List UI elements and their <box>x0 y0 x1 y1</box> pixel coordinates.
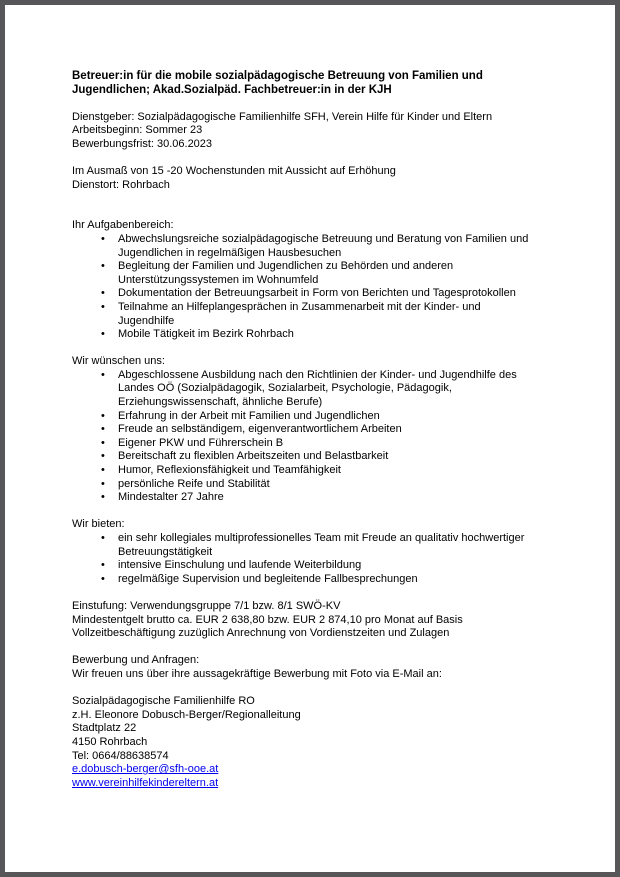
list-item: • Teilnahme an Hilfeplangesprächen in Zusammenarbeit mit der Kinder- und Jugendhilfe <box>72 301 535 328</box>
list-item: • Abwechslungsreiche sozialpädagogische Betreuung und Beratung von Familien und Jugendlichen in regelmäßigen Hausbesuchen <box>72 233 535 260</box>
vollzeit-line: Vollzeitbeschäftigung zuzüglich Anrechnung von Vordienstzeiten und Zulagen <box>72 627 450 640</box>
section-heading-aufgaben: Ihr Aufgabenbereich: <box>72 219 174 232</box>
contact-city: 4150 Rohrbach <box>72 735 148 748</box>
spacer <box>72 586 595 600</box>
list-item: • Eigener PKW und Führerschein B <box>72 437 535 451</box>
section-heading-bieten: Wir bieten: <box>72 518 125 531</box>
list-item: • Freude an selbständigem, eigenverantwortlichem Arbeiten <box>72 423 535 437</box>
mindestentgelt-line: Mindestentgelt brutto ca. EUR 2 638,80 bzw. EUR 2 874,10 pro Monat auf Basis <box>72 613 463 626</box>
einstufung-line: Einstufung: Verwendungsgruppe 7/1 bzw. 8/1 SWÖ-KV <box>72 599 341 612</box>
aufgaben-list <box>72 233 535 342</box>
list-item: • Mobile Tätigkeit im Bezirk Rohrbach <box>72 328 535 342</box>
wuensche-list <box>72 369 535 505</box>
extent-line-hours: Im Ausmaß von 15 -20 Wochenstunden mit Aussicht auf Erhöhung <box>72 164 396 177</box>
spacer <box>72 342 595 356</box>
section-heading-wuensche: Wir wünschen uns: <box>72 355 165 368</box>
spacer <box>72 192 595 219</box>
contact-tel: Tel: 0664/88638574 <box>72 749 169 762</box>
list-item: • regelmäßige Supervision und begleitende Fallbesprechungen <box>72 573 535 587</box>
list-item: • Abgeschlossene Ausbildung nach den Richtlinien der Kinder- und Jugendhilfe des Landes OÖ (Sozialpädagogik, Sozialarbeit, Psychologie, Pädagogik, Erziehungswissenschaft, ähnliche Berufe) <box>72 369 535 410</box>
list-item: • ein sehr kollegiales multiprofessionelles Team mit Freude an qualitativ hochwertiger Betreuungstätigkeit <box>72 532 535 559</box>
contact-org: Sozialpädagogische Familienhilfe RO <box>72 695 255 708</box>
list-item: • persönliche Reife und Stabilität <box>72 478 535 492</box>
spacer <box>72 97 595 111</box>
spacer <box>72 505 595 519</box>
list-item: • Humor, Reflexionsfähigkeit und Teamfähigkeit <box>72 464 535 478</box>
spacer <box>72 641 595 655</box>
spacer <box>72 151 595 165</box>
list-item: • Begleitung der Familien und Jugendlichen zu Behörden und anderen Unterstützungssystemen im Wohnumfeld <box>72 260 535 287</box>
bieten-list <box>72 532 535 586</box>
meta-line-bewerbungsfrist: Bewerbungsfrist: 30.06.2023 <box>72 137 213 150</box>
list-item: • intensive Einschulung und laufende Weiterbildung <box>72 559 535 573</box>
list-item: • Dokumentation der Betreuungsarbeit in Form von Berichten und Tagesprotokollen <box>72 287 535 301</box>
list-item: • Erfahrung in der Arbeit mit Familien und Jugendlichen <box>72 410 535 424</box>
list-item: • Mindestalter 27 Jahre <box>72 491 535 505</box>
bewerbung-instruction: Wir freuen uns über ihre aussagekräftige Bewerbung mit Foto via E-Mail an: <box>72 667 442 680</box>
extent-line-dienstort: Dienstort: Rohrbach <box>72 178 170 191</box>
spacer <box>72 682 595 696</box>
email-link[interactable]: e.dobusch-berger@sfh-ooe.at <box>72 763 219 776</box>
list-item: • Bereitschaft zu flexiblen Arbeitszeiten und Belastbarkeit <box>72 450 535 464</box>
contact-attn: z.H. Eleonore Dobusch-Berger/Regionalleitung <box>72 708 301 721</box>
job-title: Betreuer:in für die mobile sozialpädagogische Betreuung von Familien und Jugendlichen; Akad.Sozialpäd. Fachbetreuer:in in der KJH <box>72 70 483 96</box>
section-heading-bewerbung: Bewerbung und Anfragen: <box>72 654 200 667</box>
job-posting-document <box>5 5 615 790</box>
meta-line-arbeitsbeginn: Arbeitsbeginn: Sommer 23 <box>72 124 203 137</box>
website-link[interactable]: www.vereinhilfekindereltern.at <box>72 776 219 789</box>
meta-line-dienstgeber: Dienstgeber: Sozialpädagogische Familienhilfe SFH, Verein Hilfe für Kinder und Eltern <box>72 110 493 123</box>
contact-street: Stadtplatz 22 <box>72 722 137 735</box>
